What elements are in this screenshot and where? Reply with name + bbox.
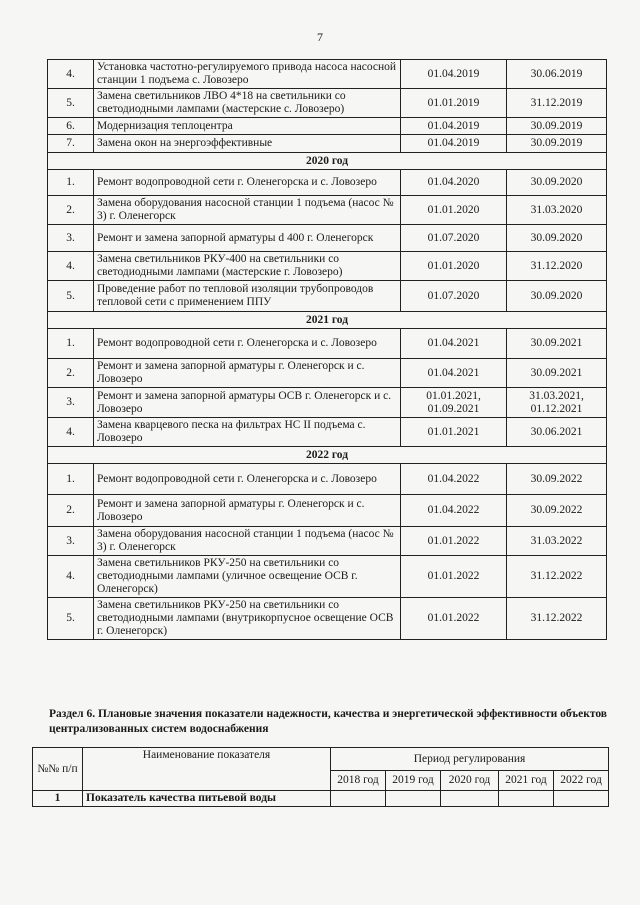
end-date: 30.09.2020 [507,170,607,196]
measure-name: Замена оборудования насосной станции 1 подъема (насос № 3) г. Оленегорск [94,527,401,556]
year-group-row [48,153,607,170]
table-row [48,135,607,153]
row-num: 4. [48,418,94,447]
header-num: №№ п/п [33,748,83,791]
start-date: 01.01.2020 [401,196,507,225]
table-row [48,598,607,640]
row-num: 3. [48,388,94,418]
start-date: 01.04.2021 [401,359,507,388]
measure-name: Замена светильников ЛВО 4*18 на светильники со светодиодными лампами (мастерские с. Ловозеро) [94,89,401,118]
end-date: 30.09.2019 [507,135,607,153]
table-row [48,556,607,598]
table-row [48,495,607,527]
header-year: 2019 год [386,771,441,791]
start-date: 01.04.2022 [401,464,507,495]
end-date: 30.09.2021 [507,329,607,359]
measure-name: Замена светильников РКУ-250 на светильники со светодиодными лампами (внутрикорпусное освещение ОСВ г. Оленегорск) [94,598,401,640]
measure-name: Ремонт водопроводной сети г. Оленегорска и с. Ловозеро [94,329,401,359]
measure-name: Ремонт и замена запорной арматуры г. Оленегорск и с. Ловозеро [94,495,401,527]
end-date: 30.09.2019 [507,118,607,135]
measure-name: Проведение работ по тепловой изоляции трубопроводов тепловой сети с применением ППУ [94,281,401,312]
end-date-line: 31.03.2021, [529,389,584,402]
start-date: 01.01.2022 [401,598,507,640]
table-row [48,252,607,281]
row-value [331,791,386,807]
header-year: 2022 год [554,771,609,791]
row-num: 4. [48,556,94,598]
row-num: 5. [48,598,94,640]
table-row [48,464,607,495]
measures-schedule-table [47,59,607,640]
year-heading: 2021 год [48,312,607,329]
table-row [48,418,607,447]
end-date: 31.12.2022 [507,598,607,640]
measure-name: Ремонт и замена запорной арматуры ОСВ г. Оленегорск и с. Ловозеро [94,388,401,418]
measure-name: Замена окон на энергоэффективные [94,135,401,153]
row-num: 1. [48,464,94,495]
measure-name: Ремонт водопроводной сети г. Оленегорска и с. Ловозеро [94,464,401,495]
row-num: 3. [48,225,94,252]
end-date-line: 01.12.2021 [530,402,583,415]
start-date: 01.07.2020 [401,281,507,312]
row-num: 2. [48,495,94,527]
row-num: 1 [33,791,83,807]
table-row [48,196,607,225]
start-date: 01.01.2021 [401,418,507,447]
start-date: 01.04.2020 [401,170,507,196]
header-indicator-name: Наименование показателя [83,748,331,791]
end-date: 30.06.2019 [507,60,607,89]
start-date: 01.04.2019 [401,135,507,153]
table-row [48,359,607,388]
table-row [48,118,607,135]
end-date: 31.12.2019 [507,89,607,118]
end-date: 31.03.2022 [507,527,607,556]
measure-name: Замена светильников РКУ-250 на светильники со светодиодными лампами (уличное освещение ОСВ г. Оленегорск) [94,556,401,598]
year-heading: 2022 год [48,447,607,464]
section-6-heading: Раздел 6. Плановые значения показатели надежности, качества и энергетической эффективности объектов централизованных систем водоснабжения [49,708,607,735]
page-number: 7 [317,30,323,44]
start-date: 01.01.2022 [401,556,507,598]
start-date-line: 01.01.2021, [426,389,481,402]
end-date: 30.09.2020 [507,281,607,312]
row-num: 7. [48,135,94,153]
indicators-table [32,747,609,807]
row-indicator-name: Показатель качества питьевой воды [83,791,331,807]
table-row [48,281,607,312]
measure-name: Замена светильников РКУ-400 на светильники со светодиодными лампами (мастерские г. Ловозеро) [94,252,401,281]
header-period: Период регулирования [331,748,609,771]
table-row [48,329,607,359]
table-row [48,388,607,418]
table-row [48,170,607,196]
row-num: 6. [48,118,94,135]
start-date-line: 01.09.2021 [427,402,480,415]
start-date: 01.04.2019 [401,60,507,89]
start-date: 01.04.2022 [401,495,507,527]
end-date: 30.09.2022 [507,464,607,495]
table-row [48,225,607,252]
table-row [48,89,607,118]
header-year: 2020 год [441,771,499,791]
row-num: 5. [48,281,94,312]
row-value [499,791,554,807]
end-date: 30.09.2021 [507,359,607,388]
row-num: 2. [48,359,94,388]
end-date: 31.12.2020 [507,252,607,281]
row-num: 3. [48,527,94,556]
measure-name: Установка частотно-регулируемого привода насоса насосной станции 1 подъема с. Ловозеро [94,60,401,89]
start-date: 01.04.2019 [401,118,507,135]
row-num: 4. [48,60,94,89]
end-date: 31.03.2020 [507,196,607,225]
start-date: 01.04.2021 [401,329,507,359]
end-date: 30.09.2020 [507,225,607,252]
year-group-row [48,312,607,329]
measure-name: Замена кварцевого песка на фильтрах НС II подъема с. Ловозеро [94,418,401,447]
row-num: 1. [48,170,94,196]
end-date [507,388,607,418]
measure-name: Модернизация теплоцентра [94,118,401,135]
row-num: 5. [48,89,94,118]
start-date: 01.01.2019 [401,89,507,118]
measure-name: Ремонт и замена запорной арматуры d 400 г. Оленегорск [94,225,401,252]
row-value [441,791,499,807]
row-value [554,791,609,807]
year-group-row [48,447,607,464]
table-row [48,527,607,556]
header-year: 2018 год [331,771,386,791]
start-date: 01.01.2022 [401,527,507,556]
end-date: 30.06.2021 [507,418,607,447]
year-heading: 2020 год [48,153,607,170]
table-row [48,60,607,89]
row-value [386,791,441,807]
start-date: 01.01.2020 [401,252,507,281]
end-date: 30.09.2022 [507,495,607,527]
header-year: 2021 год [499,771,554,791]
row-num: 4. [48,252,94,281]
end-date: 31.12.2022 [507,556,607,598]
row-num: 1. [48,329,94,359]
measure-name: Ремонт и замена запорной арматуры г. Оленегорск и с. Ловозеро [94,359,401,388]
start-date: 01.07.2020 [401,225,507,252]
measure-name: Замена оборудования насосной станции 1 подъема (насос № 3) г. Оленегорск [94,196,401,225]
row-num: 2. [48,196,94,225]
measure-name: Ремонт водопроводной сети г. Оленегорска и с. Ловозеро [94,170,401,196]
start-date [401,388,507,418]
